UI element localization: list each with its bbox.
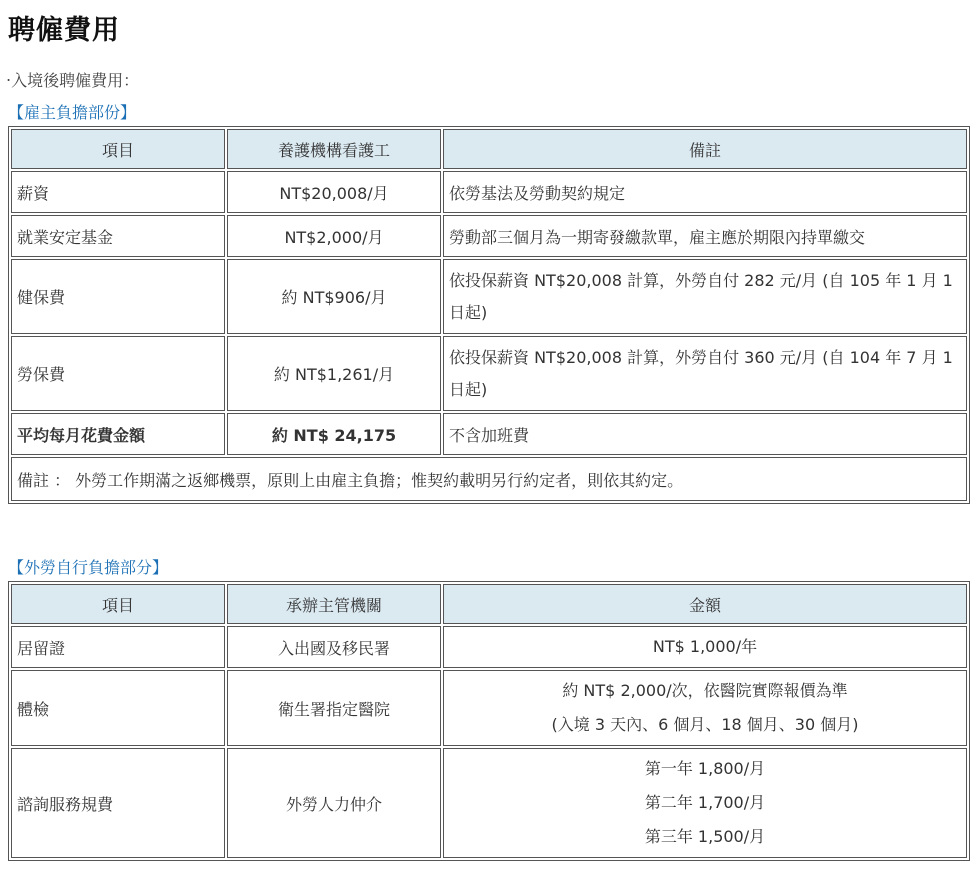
amount-line: 第三年 1,500/月	[644, 827, 766, 846]
amount-line: (入境 3 天內、6 個月、18 個月、30 個月)	[551, 715, 859, 734]
row-note: 勞動部三個月為一期寄發繳款單，雇主應於期限內持單繳交	[443, 215, 967, 257]
total-amount: 約 NT$ 24,175	[227, 413, 441, 455]
row-item: 體檢	[11, 670, 225, 746]
column-header-amount: 金額	[443, 584, 967, 624]
amount-line: 第一年 1,800/月	[644, 759, 766, 778]
column-header-note: 備註	[443, 129, 967, 169]
row-item: 諮詢服務規費	[11, 748, 225, 858]
table-row-residence-permit	[11, 626, 967, 668]
row-item: 居留證	[11, 626, 225, 668]
total-note: 不含加班費	[443, 413, 967, 455]
table-header-row	[11, 129, 967, 169]
row-item: 就業安定基金	[11, 215, 225, 257]
table-row-remark	[11, 457, 967, 501]
amount-line: NT$ 1,000/年	[652, 637, 758, 656]
total-item: 平均每月花費金額	[11, 413, 225, 455]
worker-cost-table	[8, 581, 970, 861]
row-amount: 約 NT$1,261/月	[227, 336, 441, 411]
row-amount	[443, 670, 967, 746]
column-header-item: 項目	[11, 129, 225, 169]
row-item: 薪資	[11, 171, 225, 213]
employer-section-heading: 【雇主負擔部份】	[8, 103, 137, 122]
column-header-agency: 承辦主管機關	[227, 584, 441, 624]
row-amount: NT$20,008/月	[227, 171, 441, 213]
page-title: 聘僱費用	[8, 15, 120, 46]
row-amount	[443, 748, 967, 858]
table-row-health-insurance	[11, 259, 967, 334]
row-note: 依投保薪資 NT$20,008 計算，外勞自付 282 元/月 (自 105 年 1 月 1 日起)	[443, 259, 967, 334]
row-amount: 約 NT$906/月	[227, 259, 441, 334]
row-amount	[443, 626, 967, 668]
intro-text: ‧入境後聘僱費用：	[6, 71, 140, 90]
column-header-item: 項目	[11, 584, 225, 624]
row-agency: 外勞人力仲介	[227, 748, 441, 858]
table-row-employment-fund	[11, 215, 967, 257]
table-row-service-fee	[11, 748, 967, 858]
table-header-row	[11, 584, 967, 624]
row-note: 依投保薪資 NT$20,008 計算，外勞自付 360 元/月 (自 104 年 7 月 1 日起)	[443, 336, 967, 411]
table-row-labor-insurance	[11, 336, 967, 411]
employer-cost-table	[8, 126, 970, 504]
table-row-monthly-total	[11, 413, 967, 455]
row-agency: 入出國及移民署	[227, 626, 441, 668]
column-header-worker-type: 養護機構看護工	[227, 129, 441, 169]
table-row-health-check	[11, 670, 967, 746]
amount-line: 第二年 1,700/月	[644, 793, 766, 812]
amount-line: 約 NT$ 2,000/次，依醫院實際報價為準	[562, 681, 848, 700]
remark-text: 備註 ： 外勞工作期滿之返鄉機票，原則上由雇主負擔；惟契約載明另行約定者，則依其約定。	[11, 457, 967, 501]
table-row-salary	[11, 171, 967, 213]
row-note: 依勞基法及勞動契約規定	[443, 171, 967, 213]
row-item: 健保費	[11, 259, 225, 334]
row-amount: NT$2,000/月	[227, 215, 441, 257]
row-agency: 衛生署指定醫院	[227, 670, 441, 746]
worker-section-heading: 【外勞自行負擔部分】	[8, 558, 169, 577]
row-item: 勞保費	[11, 336, 225, 411]
